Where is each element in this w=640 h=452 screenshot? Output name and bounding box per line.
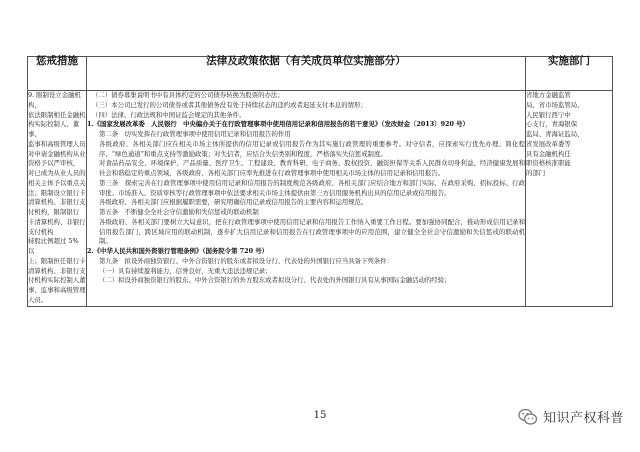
measure-text-line: 相关主体予以重点关 <box>28 178 86 187</box>
legal-clause: （二）拟设外商独资银行的股东、中外合资银行的外方股东或者拟设分行、代表处的外国银行具有从事国际金融活动的经验； <box>99 276 451 285</box>
legal-clause: 第五条 不断健全全社会守信激励和失信惩戒的联动机制 <box>99 208 259 216</box>
legal-clause: （二）债券募集说明书中有具体约定的公司债券转换为股票的办法； <box>92 91 284 99</box>
measure-text-line: 上；限制担任银行卡 <box>28 256 86 265</box>
legal-clause: （四）法律、行政法规和中国证监会规定的其他条件。 <box>92 110 246 119</box>
measure-text-line: 依法限制相任金融机 <box>28 110 86 119</box>
measure-text-line: 清算机构、非银行支 <box>28 198 86 207</box>
regulation-title: 1.《国家发展改革委 人民银行 中央编办关于在行政管理事项中使用信用记录和信用报告的若干意见》（发改财金〔2013〕920 号） <box>87 120 469 129</box>
header-legal-basis: 法律及政策依据（有关成员单位实施部分） <box>87 57 526 91</box>
measure-text-line: 9. 限制设立金融机构， <box>28 91 81 109</box>
table-header-row <box>28 57 613 91</box>
measure-text-line: 卡清算机构、非银行 <box>28 217 86 226</box>
legal-clause: 第九条 拟设外商独资银行、中外合资银行的股东或者拟设分行、代表处的外国银行应当具备下列条件： <box>99 256 393 265</box>
wechat-icon <box>518 408 538 426</box>
measure-text-line: 事、监事和高级管理 <box>28 286 86 294</box>
measure-text-line: 清算机构、非银行支 <box>28 266 86 275</box>
legal-clause: 第三条 探索完善在行政管理事项中使用信用记录和信用报告的制度规范各级政府、各相关部门应结合地方和部门实际，在政府采购、招标投标、行政审批、市场准入、资质审核等行政管理事项中依法要求相关市场主体提供由第三方信用服务机构出具的信用记录或信用报告。 <box>99 178 525 197</box>
table-row <box>28 91 613 307</box>
measure-cell <box>28 91 87 307</box>
department-text-line: 省地方金融监管 <box>526 91 571 99</box>
regulation-title: 2.《中华人民共和国外资银行管理条例》（国务院令第 720 号） <box>87 247 269 255</box>
measure-text-line: 监事和高级管理人员 <box>28 139 86 148</box>
legal-clause: （三）本公司已发行的公司债券或者其他债务没有处于持续状态的违约或者迟延支付本息的情形； <box>92 100 367 109</box>
watermark <box>518 407 624 426</box>
department-text-line: 局、省市场监管局、 <box>526 100 584 109</box>
legal-clause: 各级政府、各相关部门应根据履职需要，研究明确信用记录或信用报告的主要内容和运用规范。 <box>99 198 368 207</box>
legal-clause: 第二条 切实发挥在行政管理事项中使用信用记录和信用报告的作用 <box>99 130 291 138</box>
department-text-line: 具有金融机构任 <box>526 149 571 158</box>
legal-clause: （一）具有持续盈利能力，信誉良好，无重大违法违规记录； <box>99 266 272 275</box>
legal-clause: 各级政府、各相关部门应在相关市场主体所提供的信用记录或信用报告作为其实施行政管理的重要参考。对守信者，应探索实行优先办理、简化程序、“绿色通道”和重点支持等激励政策；对失信者，应结合失信类别和程度，严格落实失信惩戒制度。 <box>99 139 525 158</box>
measures-table <box>27 56 613 307</box>
department-text-line: 人民银行西宁中 <box>526 110 571 119</box>
department-text-line: 的部门 <box>526 169 546 177</box>
measure-text-line: 持股比例超过 5% 以 <box>28 237 79 255</box>
measure-text-line: 注；限制设立银行卡 <box>28 188 86 197</box>
legal-basis-cell <box>87 91 526 307</box>
header-department: 实施部门 <box>526 57 613 91</box>
measure-text-line: 付机构，限制银行 <box>28 208 80 216</box>
measure-text-line: 支付机构 <box>28 227 54 236</box>
measure-text-line: 资格予以严审核， <box>28 159 80 168</box>
measure-text-line: 人员。 <box>28 295 48 304</box>
measure-text-line: 对已成为从业人员的 <box>28 169 86 177</box>
measure-text-line: 付机构实际控制人董 <box>28 276 86 285</box>
watermark-text: 知识产权科普 <box>542 411 624 426</box>
page-number: 15 <box>313 410 327 421</box>
department-text-line: 心支行，青海银保 <box>526 120 578 129</box>
department-cell <box>526 91 613 307</box>
department-text-line: 监局、青海证监局、 <box>526 130 584 138</box>
header-measures: 惩戒措施 <box>28 57 87 91</box>
measure-text-line: 对申请金融机构从业 <box>28 149 86 158</box>
legal-clause: 各级政府、各相关部门要树立大局意识，把在行政管理事项中使用信用记录和信用报告工作纳入重要工作日程。要加强协同配合，推动形成信用记录和信用报告部门、跨区域应用的联动机制，逐步扩大信用记录和信用报告在行政管理事项中的应用范围，建立健全全社会守信激励和失信惩戒的联动机制。 <box>99 217 525 246</box>
department-text-line: 省发展改革委等 <box>526 139 571 148</box>
measure-text-line: 构实际控制人、董事、 <box>28 120 80 138</box>
legal-clause: 对食品药品安全、环境保护、产品质量、医疗卫生、工程建设、教育科研、电子商务、股权投资、融资担保等关系人民群众切身利益、经济健康发展和社会和谐稳定的重点领域，各级政府、各相关部门应率先推进在行政管理事项中使用相关市场主体的信用记录和信用报告。 <box>99 159 525 177</box>
department-text-line: 职资格核准职能 <box>526 159 571 168</box>
